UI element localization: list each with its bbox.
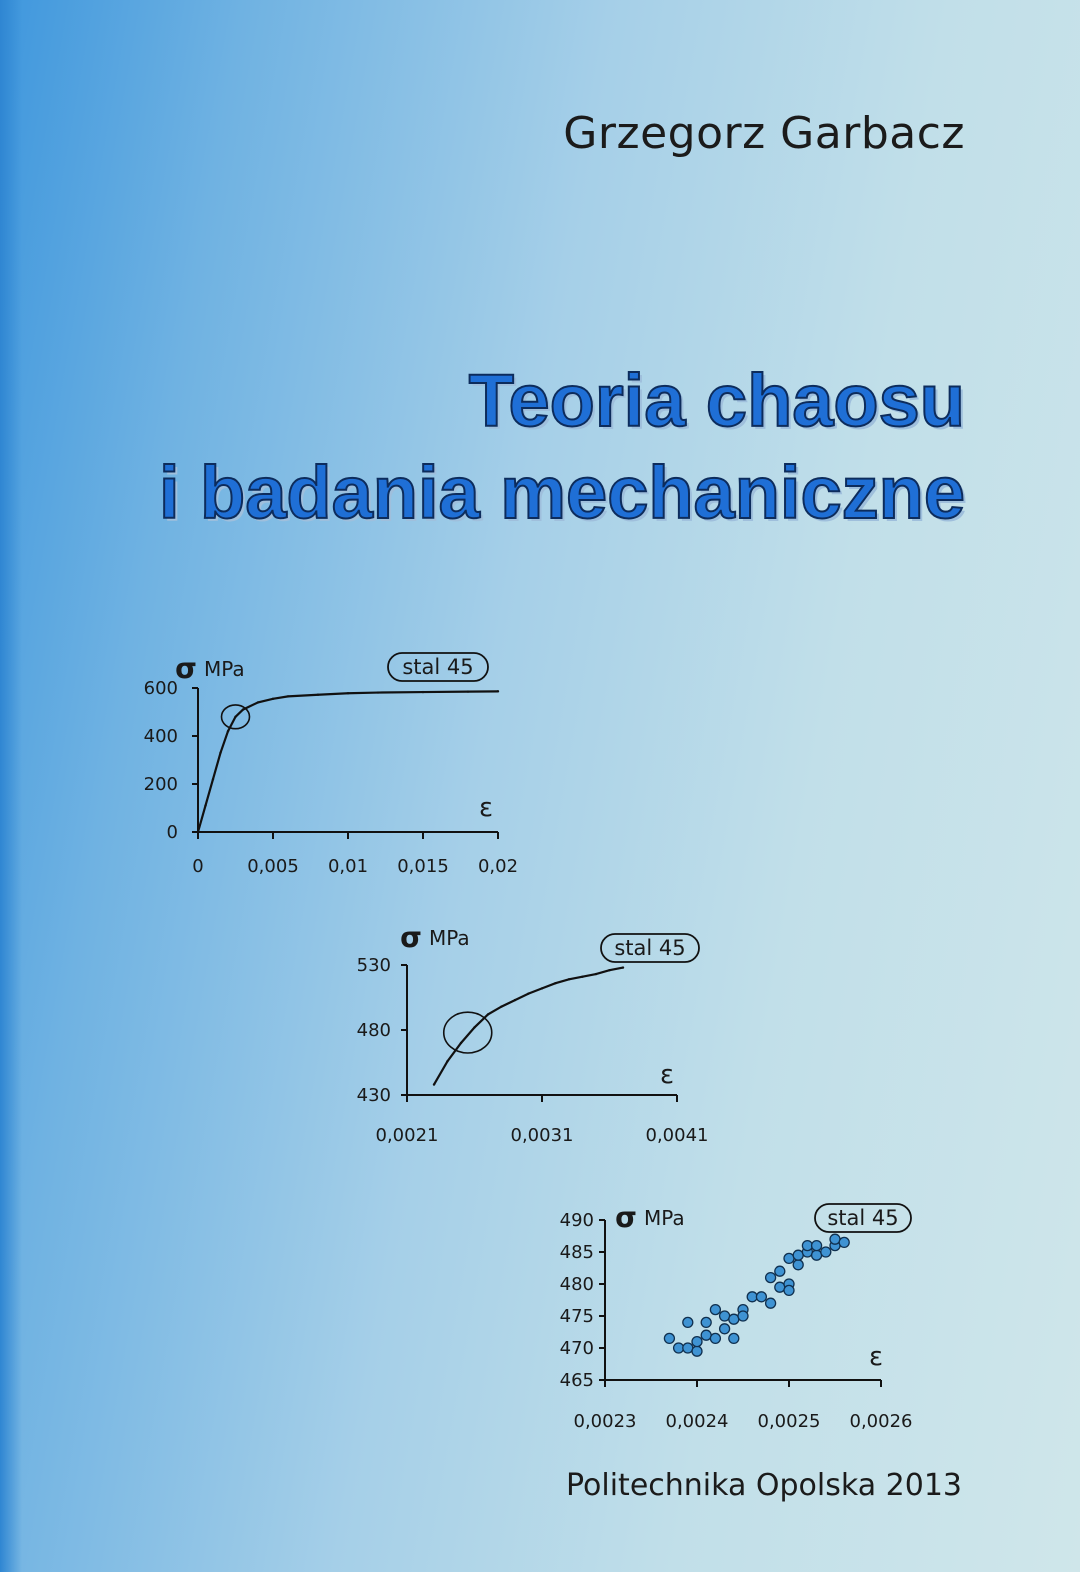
- curve-point: [219, 752, 221, 754]
- curve-point: [595, 973, 597, 975]
- stress-strain-chart-full: [120, 640, 560, 890]
- yield-region-circle: [444, 1012, 492, 1053]
- scatter-point: [683, 1317, 693, 1327]
- scatter-point: [720, 1324, 730, 1334]
- y-tick-label: 0: [166, 822, 178, 843]
- scatter-point: [766, 1273, 776, 1283]
- y-tick-label: 400: [143, 726, 178, 747]
- y-axis-unit: MPa: [644, 1206, 685, 1230]
- curve-point: [467, 690, 469, 692]
- scatter-point: [756, 1292, 766, 1302]
- scatter-point: [747, 1292, 757, 1302]
- book-title-line-1: Teoria chaosu: [468, 359, 965, 442]
- scatter-point: [812, 1241, 822, 1251]
- scatter-point: [692, 1346, 702, 1356]
- curve-point: [541, 987, 543, 989]
- scatter-point: [775, 1282, 785, 1292]
- curve-point: [227, 730, 229, 732]
- scatter-point: [802, 1241, 812, 1251]
- x-tick-label: 0,0021: [375, 1125, 439, 1146]
- stress-strain-curve: [434, 968, 623, 1085]
- curve-point: [272, 698, 274, 700]
- scatter-point: [793, 1250, 803, 1260]
- scatter-point: [729, 1333, 739, 1343]
- sigma-symbol: σ: [615, 1201, 637, 1234]
- curve-point: [527, 992, 529, 994]
- curve-point: [317, 694, 319, 696]
- y-tick-label: 490: [559, 1210, 594, 1231]
- scatter-point: [784, 1285, 794, 1295]
- scatter-point: [729, 1314, 739, 1324]
- curve-point: [608, 969, 610, 971]
- scatter-point: [674, 1343, 684, 1353]
- material-badge: stal 45: [402, 655, 474, 679]
- curve-point: [473, 1026, 475, 1028]
- epsilon-symbol: ε: [478, 793, 494, 823]
- scatter-point: [701, 1317, 711, 1327]
- scatter-point: [793, 1260, 803, 1270]
- book-title-line-2: i badania mechaniczne: [158, 451, 965, 534]
- curve-point: [497, 690, 499, 692]
- scatter-point: [839, 1237, 849, 1247]
- curve-point: [422, 691, 424, 693]
- y-tick-label: 480: [356, 1020, 391, 1041]
- scatter-point: [683, 1343, 693, 1353]
- curve-point: [514, 999, 516, 1001]
- spine-shading: [0, 0, 22, 1572]
- scatter-point: [692, 1337, 702, 1347]
- x-tick-label: 0,01: [327, 856, 369, 877]
- x-tick-label: 0,02: [477, 856, 519, 877]
- y-axis-unit: MPa: [204, 657, 245, 681]
- scatter-point: [710, 1333, 720, 1343]
- x-tick-label: 0,0023: [573, 1411, 637, 1432]
- curve-point: [568, 978, 570, 980]
- curve-point: [581, 976, 583, 978]
- scatter-point: [701, 1330, 711, 1340]
- curve-point: [500, 1005, 502, 1007]
- curve-point: [242, 708, 244, 710]
- scatter-point: [821, 1247, 831, 1257]
- x-tick-label: 0,0031: [510, 1125, 574, 1146]
- x-tick-label: 0,0025: [757, 1411, 821, 1432]
- x-tick-label: 0,0026: [849, 1411, 913, 1432]
- x-tick-label: 0,005: [247, 856, 299, 877]
- y-tick-label: 430: [356, 1085, 391, 1106]
- scatter-point: [812, 1250, 822, 1260]
- scatter-point: [710, 1305, 720, 1315]
- scatter-point: [766, 1298, 776, 1308]
- author-name: Grzegorz Garbacz: [563, 108, 965, 159]
- y-tick-label: 475: [559, 1306, 594, 1327]
- scatter-point: [720, 1311, 730, 1321]
- material-badge: stal 45: [827, 1206, 899, 1230]
- curve-point: [487, 1013, 489, 1015]
- y-tick-label: 600: [143, 678, 178, 699]
- y-tick-label: 480: [559, 1274, 594, 1295]
- material-badge: stal 45: [614, 936, 686, 960]
- sigma-symbol: σ: [400, 921, 422, 954]
- curve-point: [287, 695, 289, 697]
- epsilon-symbol: ε: [659, 1060, 675, 1090]
- curve-point: [460, 1042, 462, 1044]
- x-tick-label: 0,0041: [645, 1125, 709, 1146]
- y-tick-label: 485: [559, 1242, 594, 1263]
- epsilon-symbol: ε: [868, 1342, 884, 1372]
- x-tick-label: 0,0024: [665, 1411, 729, 1432]
- y-tick-label: 470: [559, 1338, 594, 1359]
- scatter-point: [830, 1234, 840, 1244]
- scatter-point: [738, 1311, 748, 1321]
- scatter-point: [664, 1333, 674, 1343]
- curve-point: [257, 701, 259, 703]
- stress-strain-curve: [198, 691, 498, 832]
- curve-point: [234, 716, 236, 718]
- curve-point: [197, 831, 199, 833]
- curve-point: [622, 966, 624, 968]
- curve-point: [554, 982, 556, 984]
- curve-point: [347, 692, 349, 694]
- y-tick-label: 200: [143, 774, 178, 795]
- curve-point: [212, 778, 214, 780]
- x-tick-label: 0: [192, 856, 204, 877]
- y-tick-label: 465: [559, 1370, 594, 1391]
- y-tick-label: 530: [356, 955, 391, 976]
- scatter-point: [775, 1266, 785, 1276]
- stress-strain-scatter-chart: [540, 1195, 970, 1435]
- x-tick-label: 0,015: [397, 856, 449, 877]
- curve-point: [204, 804, 206, 806]
- scatter-point: [784, 1253, 794, 1263]
- stress-strain-chart-zoom: [345, 915, 765, 1155]
- publisher-line: Politechnika Opolska 2013: [566, 1468, 962, 1503]
- curve-point: [433, 1083, 435, 1085]
- sigma-symbol: σ: [175, 652, 197, 685]
- y-axis-unit: MPa: [429, 926, 470, 950]
- curve-point: [446, 1060, 448, 1062]
- curve-point: [377, 691, 379, 693]
